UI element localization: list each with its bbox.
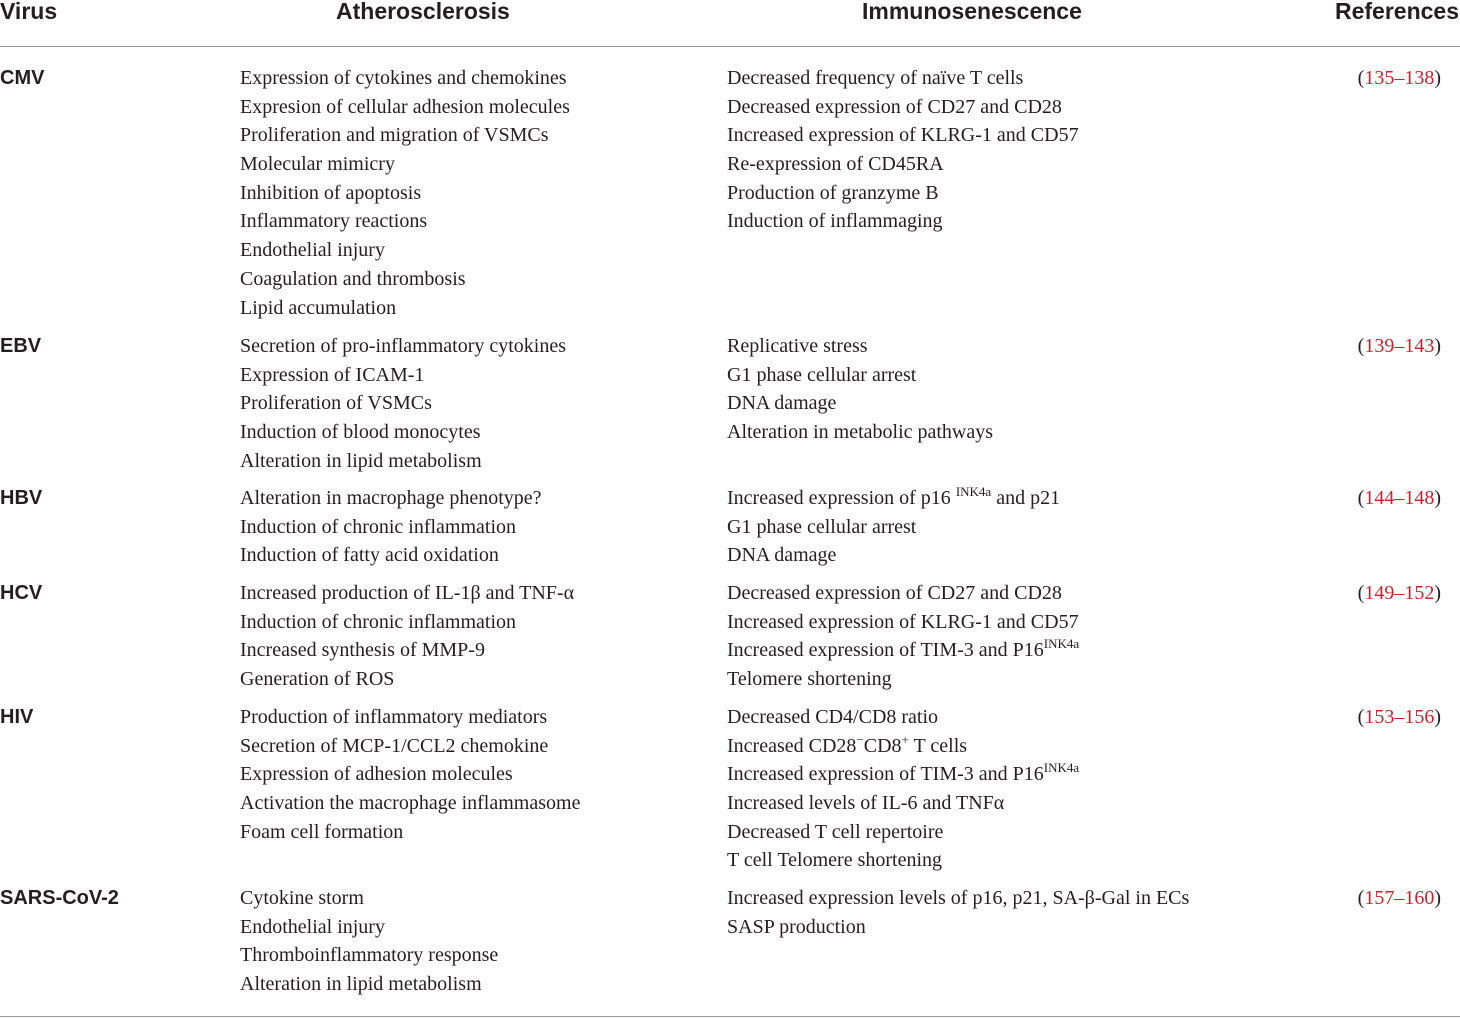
- list-item: Increased synthesis of MMP-9: [240, 639, 485, 662]
- list-item: Alteration in metabolic pathways: [727, 421, 994, 444]
- list-item: Alteration in macrophage phenotype?: [240, 487, 542, 509]
- list-item: G1 phase cellular arrest: [727, 515, 917, 538]
- list-item: Cytokine storm: [240, 887, 364, 909]
- list-item: Decreased frequency of naïve T cells: [727, 67, 1024, 89]
- immunosenescence-cell: [727, 703, 1079, 875]
- list-item: Endothelial injury: [240, 915, 385, 938]
- virus-name: SARS-CoV-2: [0, 887, 119, 909]
- list-item: Inhibition of apoptosis: [240, 181, 422, 204]
- virus-name: HIV: [0, 706, 34, 728]
- virus-name: HCV: [0, 582, 43, 604]
- list-item: Telomere shortening: [727, 668, 892, 691]
- reference-cell: (135–138): [1357, 67, 1441, 89]
- list-item: [727, 484, 1060, 513]
- list-item: Molecular mimicry: [240, 153, 395, 176]
- list-item: Endothelial injury: [240, 239, 385, 262]
- list-item: Decreased expression of CD27 and CD28: [727, 582, 1062, 604]
- list-item: Secretion of MCP-1/CCL2 chemokine: [240, 734, 549, 757]
- list-item: DNA damage: [727, 392, 837, 415]
- list-item: Induction of chronic inflammation: [240, 610, 517, 633]
- reference-cell: (144–148): [1357, 487, 1441, 509]
- list-item: Alteration in lipid metabolism: [240, 973, 482, 996]
- list-item: T cell Telomere shortening: [727, 849, 943, 872]
- header-rule: [0, 46, 1460, 47]
- superscript: INK4a: [955, 484, 992, 499]
- list-item: Re-expression of CD45RA: [727, 153, 944, 176]
- superscript: INK4a: [1043, 636, 1080, 652]
- reference-cell: (139–143): [1357, 335, 1441, 357]
- list-item: Generation of ROS: [240, 668, 395, 691]
- atherosclerosis-cell: [240, 703, 580, 846]
- list-item: [727, 760, 1079, 789]
- bottom-rule: [0, 1016, 1460, 1017]
- list-item-text: Increased CD28: [727, 734, 857, 757]
- reference-link[interactable]: 139–143: [1364, 335, 1435, 357]
- list-item: Proliferation and migration of VSMCs: [240, 124, 549, 147]
- atherosclerosis-cell: [240, 332, 566, 475]
- immunosenescence-cell: [727, 332, 993, 447]
- list-item: [727, 636, 1079, 665]
- list-item: Increased expression levels of p16, p21, SA-β-Gal in ECs: [727, 887, 1190, 909]
- list-item: Secretion of pro-inflammatory cytokines: [240, 335, 567, 357]
- atherosclerosis-cell: [240, 579, 574, 694]
- list-item: Replicative stress: [727, 335, 868, 357]
- list-item-text: and p21: [991, 487, 1061, 509]
- list-item: Decreased CD4/CD8 ratio: [727, 706, 939, 728]
- reference-link[interactable]: 135–138: [1364, 67, 1435, 89]
- reference-link[interactable]: 144–148: [1364, 487, 1435, 509]
- list-item-text: Increased expression of TIM-3 and P16: [727, 639, 1044, 662]
- list-item-text: Increased expression of TIM-3 and P16: [727, 763, 1044, 786]
- header-virus: Virus: [0, 0, 58, 24]
- list-item: Increased production of IL-1β and TNF-α: [240, 582, 575, 604]
- list-item: Inflammatory reactions: [240, 210, 428, 233]
- list-item: Decreased expression of CD27 and CD28: [727, 95, 1062, 118]
- list-item: Induction of inflammaging: [727, 210, 943, 233]
- virus-name: CMV: [0, 67, 45, 89]
- list-item: Induction of fatty acid oxidation: [240, 544, 499, 567]
- superscript: INK4a: [1043, 760, 1080, 776]
- table-header: [0, 0, 1460, 46]
- list-item: Induction of blood monocytes: [240, 421, 481, 444]
- list-item: SASP production: [727, 915, 866, 938]
- list-item: Expression of adhesion molecules: [240, 763, 513, 786]
- list-item: Coagulation and thrombosis: [240, 267, 466, 290]
- list-item: Foam cell formation: [240, 820, 404, 843]
- header-atherosclerosis: Atherosclerosis: [336, 0, 510, 24]
- atherosclerosis-cell: [240, 884, 498, 999]
- reference-cell: (157–160): [1357, 887, 1441, 909]
- reference-cell: (153–156): [1357, 706, 1441, 728]
- virus-name: EBV: [0, 335, 42, 357]
- list-item-text: T cells: [908, 734, 968, 757]
- list-item: Increased levels of IL-6 and TNFα: [727, 792, 1005, 815]
- list-item-text: Increased expression of p16: [727, 487, 956, 509]
- list-item: Increased expression of KLRG-1 and CD57: [727, 610, 1079, 633]
- immunosenescence-cell: [727, 484, 1060, 570]
- immunosenescence-cell: [727, 579, 1079, 694]
- immunosenescence-cell: [727, 884, 1189, 941]
- list-item-text: CD8: [863, 734, 902, 757]
- header-immunosenescence: Immunosenescence: [862, 0, 1082, 24]
- header-references: References: [1334, 0, 1459, 24]
- list-item: Production of inflammatory mediators: [240, 706, 548, 728]
- atherosclerosis-cell: [240, 484, 542, 570]
- superscript: −: [856, 731, 864, 747]
- list-item: [727, 732, 1079, 761]
- reference-cell: (149–152): [1357, 582, 1441, 604]
- reference-link[interactable]: 153–156: [1364, 706, 1435, 728]
- reference-link[interactable]: 157–160: [1364, 887, 1435, 909]
- list-item: G1 phase cellular arrest: [727, 363, 917, 386]
- list-item: Activation the macrophage inflammasome: [240, 792, 581, 815]
- list-item: DNA damage: [727, 544, 837, 567]
- list-item: Increased expression of KLRG-1 and CD57: [727, 124, 1079, 147]
- list-item: Decreased T cell repertoire: [727, 820, 944, 843]
- virus-name: HBV: [0, 487, 43, 509]
- list-item: Thromboinflammatory response: [240, 944, 499, 967]
- superscript: +: [901, 731, 909, 747]
- immunosenescence-cell: [727, 64, 1079, 236]
- list-item: Alteration in lipid metabolism: [240, 449, 482, 472]
- atherosclerosis-cell: [240, 64, 570, 322]
- list-item: Lipid accumulation: [240, 296, 397, 319]
- list-item: Induction of chronic inflammation: [240, 515, 517, 538]
- list-item: Proliferation of VSMCs: [240, 392, 432, 415]
- list-item: Expression of cytokines and chemokines: [240, 67, 567, 89]
- reference-link[interactable]: 149–152: [1364, 582, 1435, 604]
- list-item: Production of granzyme B: [727, 181, 939, 204]
- list-item: Expresion of cellular adhesion molecules: [240, 95, 570, 118]
- list-item: Expression of ICAM-1: [240, 363, 425, 386]
